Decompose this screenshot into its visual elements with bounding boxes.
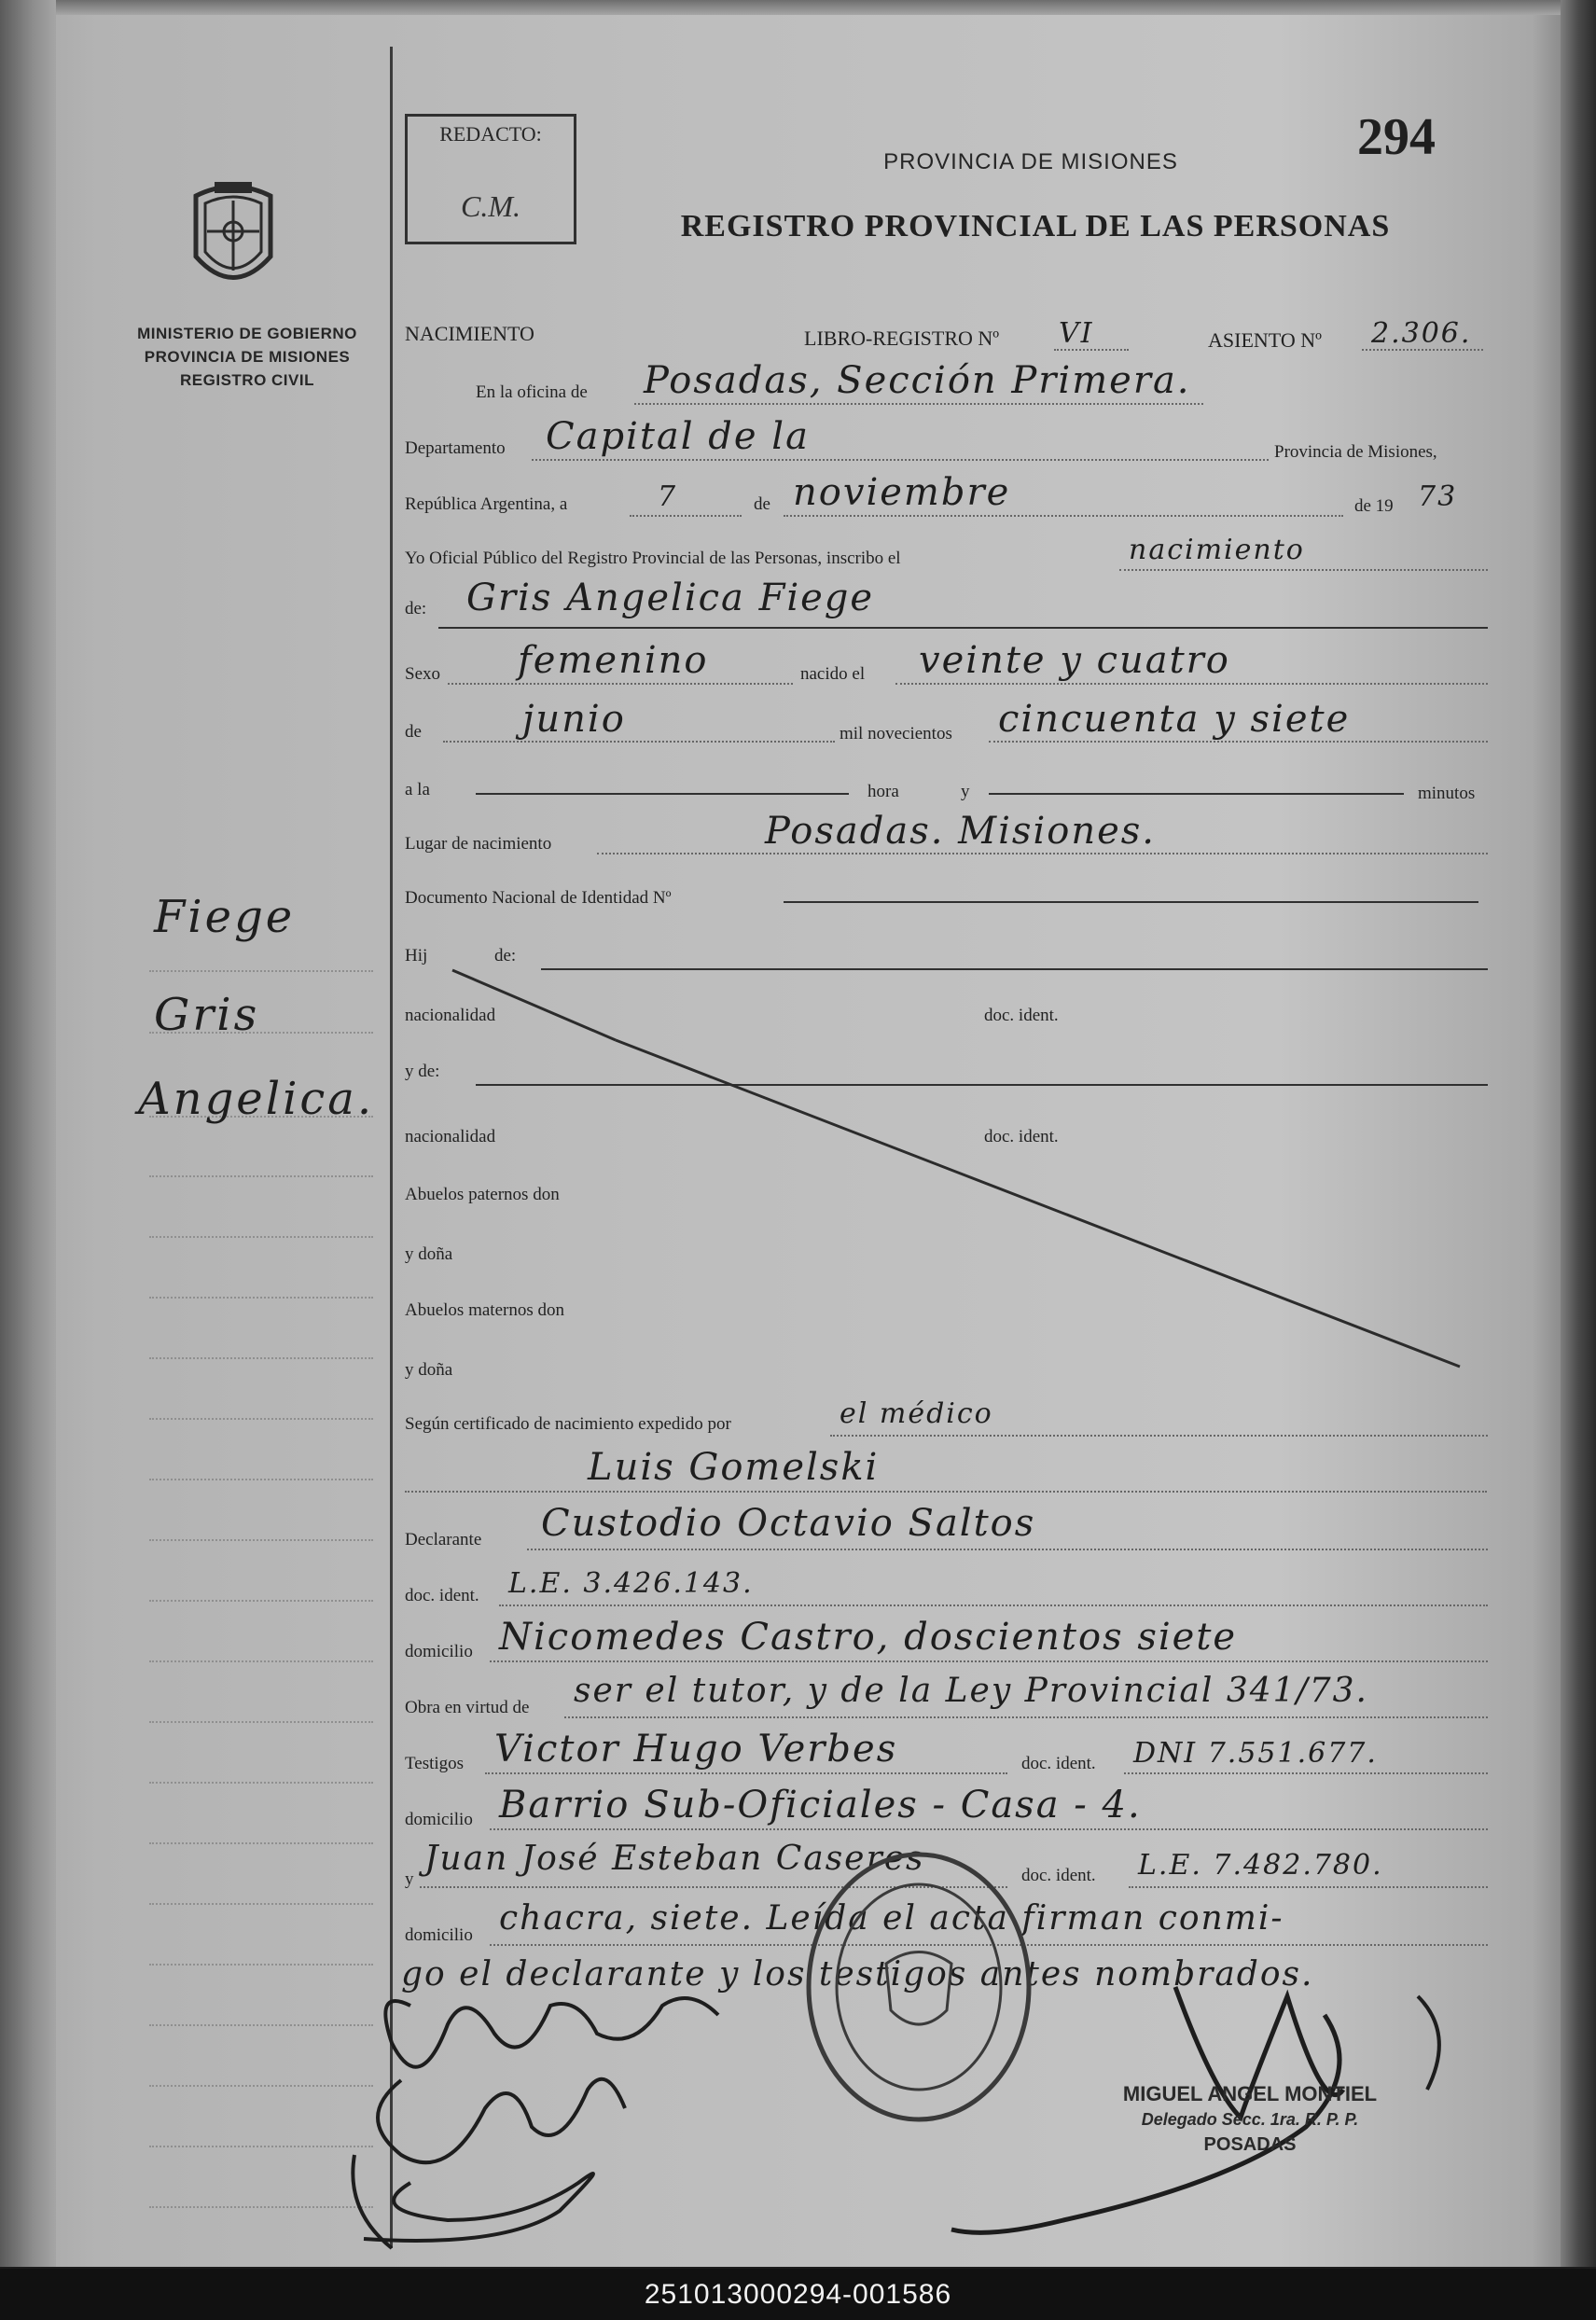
testigo-1-value: Victor Hugo Verbes (494, 1728, 898, 1771)
doc-ident-5-label: doc. ident. (1021, 1866, 1096, 1885)
oficial-label: Yo Oficial Público del Registro Provincial de las Personas, inscribo el (405, 549, 901, 568)
lugar-value: Posadas. Misiones. (765, 810, 1156, 853)
margin-surname: Fiege (154, 891, 296, 943)
obra-rule (564, 1716, 1488, 1718)
libro-value: VI (1059, 317, 1094, 350)
y-testigo-label: y (405, 1869, 414, 1889)
asiento-label: ASIENTO Nº (1208, 328, 1322, 352)
province-heading: PROVINCIA DE MISIONES (883, 149, 1178, 174)
mes-value: noviembre (793, 471, 1011, 514)
record-type-label: NACIMIENTO (405, 322, 534, 345)
doc-ident-4-value: DNI 7.551.677. (1133, 1737, 1378, 1770)
margin-first-name: Gris (154, 989, 260, 1041)
lugar-label: Lugar de nacimiento (405, 834, 552, 854)
departamento-label: Departamento (405, 438, 506, 458)
hij-de-label: de: (494, 946, 517, 966)
doc-ident-5-rule (1129, 1886, 1488, 1888)
anio-nacimiento-value: cincuenta y siete (998, 698, 1351, 741)
doc-ident-3-rule (499, 1605, 1488, 1606)
testigo-1-rule (485, 1772, 1007, 1774)
declarante-label: Declarante (405, 1530, 482, 1549)
doc-ident-4-label: doc. ident. (1021, 1754, 1096, 1773)
declarante-value: Custodio Octavio Saltos (541, 1502, 1036, 1545)
nacionalidad-1-label: nacionalidad (405, 1006, 496, 1025)
scan-identifier: 251013000294-001586 (0, 2269, 1596, 2320)
dia-value: 7 (658, 480, 678, 513)
testigo-2-value: Juan José Esteban Caseres (424, 1840, 925, 1878)
domicilio-3-label: domicilio (405, 1925, 473, 1945)
a-la-label: a la (405, 780, 430, 799)
sexo-label: Sexo (405, 664, 440, 684)
doc-ident-3-label: doc. ident. (405, 1586, 479, 1605)
ministry-line-3: REGISTRO CIVIL (180, 371, 314, 389)
closing-value: go el declarante y los testigos antes nombrados. (401, 1955, 1314, 1994)
dia-nacimiento-value: veinte y cuatro (919, 639, 1230, 682)
abuelos-paternos-label: Abuelos paternos don (405, 1185, 560, 1204)
doc-ident-5-value: L.E. 7.482.780. (1138, 1849, 1383, 1882)
official-city: POSADAS (1203, 2134, 1297, 2155)
medico-rule (405, 1491, 1487, 1493)
registry-heading: REGISTRO PROVINCIAL DE LAS PERSONAS (680, 209, 1391, 243)
de-mes-label: de (405, 722, 422, 742)
hij-label: Hij (405, 946, 428, 966)
margin-second-name: Angelica. (138, 1073, 375, 1125)
dni-label: Documento Nacional de Identidad Nº (405, 888, 672, 908)
domicilio-3-value: chacra, siete. Leída el acta firman conmi- (499, 1899, 1284, 1938)
anio-value: 73 (1418, 480, 1458, 513)
republica-label: República Argentina, a (405, 494, 568, 514)
redacto-initials: C.M. (461, 189, 520, 223)
domicilio-1-rule (490, 1660, 1488, 1662)
nombre-value: Gris Angelica Fiege (466, 577, 875, 619)
abuelos-maternos-label: Abuelos maternos don (405, 1300, 564, 1320)
mil-novecientos-label: mil novecientos (840, 724, 952, 743)
official-role: Delegado Secc. 1ra. R. P. P. (1141, 2110, 1359, 2129)
y-dona-1-label: y doña (405, 1244, 453, 1264)
doc-ident-1-label: doc. ident. (984, 1006, 1059, 1025)
domicilio-2-value: Barrio Sub-Oficiales - Casa - 4. (499, 1784, 1142, 1827)
provincia-label: Provincia de Misiones, (1274, 442, 1437, 462)
certificado-rule (830, 1435, 1488, 1437)
certificado-label: Según certificado de nacimiento expedido por (405, 1414, 731, 1434)
domicilio-2-label: domicilio (405, 1810, 473, 1829)
hora-label: hora (867, 782, 899, 801)
libro-label: LIBRO-REGISTRO Nº (804, 326, 1000, 350)
medico-value: Luis Gomelski (588, 1446, 880, 1489)
anio-label: de 19 (1354, 496, 1394, 516)
nacido-label: nacido el (800, 664, 866, 684)
certificado-value: el médico (840, 1397, 993, 1430)
obra-label: Obra en virtud de (405, 1698, 530, 1717)
oficina-value: Posadas, Sección Primera. (644, 359, 1191, 402)
domicilio-1-label: domicilio (405, 1642, 473, 1661)
doc-ident-3-value: L.E. 3.426.143. (508, 1567, 754, 1600)
ministry-line-2: PROVINCIA DE MISIONES (144, 348, 351, 366)
doc-ident-4-rule (1124, 1772, 1488, 1774)
departamento-value: Capital de la (546, 415, 810, 458)
minutos-label: minutos (1418, 784, 1476, 803)
ministry-line-1: MINISTERIO DE GOBIERNO (137, 325, 357, 342)
obra-value: ser el tutor, y de la Ley Provincial 341/73. (574, 1672, 1368, 1710)
official-name: MIGUEL ANGEL MONTIEL (1122, 2082, 1378, 2105)
page-number: 294 (1357, 108, 1436, 166)
y-dona-2-label: y doña (405, 1360, 453, 1380)
testigos-label: Testigos (405, 1754, 465, 1773)
redacto-label: REDACTO: (439, 122, 542, 146)
y-de-label: y de: (405, 1062, 440, 1081)
declarant-witness-signatures (336, 1968, 914, 2257)
de-label: de (754, 494, 770, 514)
sexo-value: femenino (518, 639, 709, 682)
declarante-rule (527, 1549, 1488, 1550)
de-nombre-label: de: (405, 599, 427, 618)
mes-nacimiento-value: junio (522, 698, 626, 741)
nacionalidad-2-label: nacionalidad (405, 1127, 496, 1146)
doc-ident-2-label: doc. ident. (984, 1127, 1059, 1146)
acto-value: nacimiento (1129, 534, 1305, 566)
oficina-label: En la oficina de (476, 382, 588, 402)
domicilio-1-value: Nicomedes Castro, doscientos siete (499, 1616, 1238, 1659)
y-label: y (961, 782, 970, 801)
asiento-value: 2.306. (1371, 317, 1472, 350)
domicilio-2-rule (490, 1828, 1488, 1830)
